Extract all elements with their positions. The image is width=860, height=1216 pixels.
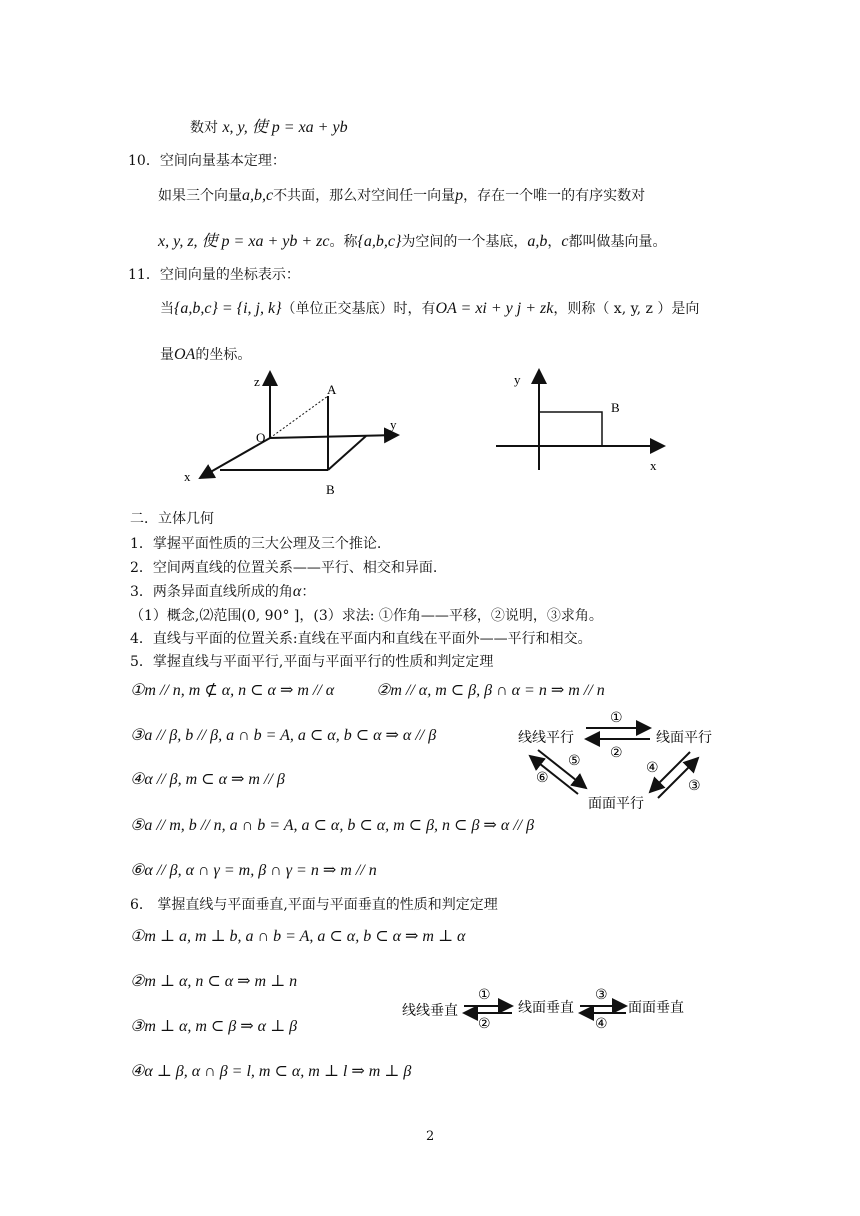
label-b-2d: B [611, 400, 620, 415]
text: ，存在一个唯一的有序实数对 [463, 188, 646, 204]
parallel-rule-2: ②m // α, m ⊂ β, β ∩ α = n ⇒ m // n [376, 682, 605, 699]
oa-formula: OA = xi + y j + zk [435, 300, 554, 317]
coordinate-2d-figure [492, 360, 682, 480]
text: 不共面，那么对空间任一向量 [273, 188, 456, 204]
item-4: 4．直线与平面的位置关系:直线在平面内和直线在平面外——平行和相交。 [130, 631, 592, 647]
alpha-symbol: α [292, 583, 302, 600]
section-11-para1 [160, 300, 699, 318]
item-3-detail: （1）概念,⑵范围(0, 90° ]，(3）求法: ①作角——平移，②说明，③求角。 [130, 608, 603, 624]
text: 为空间的一个基底， [401, 234, 528, 250]
node-line-line-parallel: 线线平行 [518, 730, 574, 746]
label-x: x [184, 469, 191, 484]
text: 当 [160, 301, 174, 317]
vectors-abc: a,b,c [242, 187, 274, 204]
section-10-para2 [158, 233, 667, 251]
item-5: 5．掌握直线与平面平行,平面与平面平行的性质和判定定理 [130, 654, 494, 670]
projection-rect [539, 412, 602, 446]
label-z: z [254, 374, 260, 389]
parallel-rule-5: ⑤a // m, b // n, a ∩ b = A, a ⊂ α, b ⊂ α, m ⊂ β, n ⊂ β ⇒ α // β [130, 817, 535, 834]
num-4: ④ [646, 760, 659, 776]
y-axis [270, 435, 398, 438]
continuation-line [190, 119, 348, 137]
oa-dotted-line [270, 396, 328, 438]
vectors-ab: a,b [527, 233, 548, 250]
label-b: B [326, 482, 335, 497]
base-edge-right [328, 436, 366, 470]
perp-num-2: ② [478, 1016, 491, 1032]
section-10-para1 [158, 187, 645, 205]
page-number: 2 [426, 1129, 435, 1144]
label-a: A [327, 382, 337, 397]
parallel-rule-6: ⑥α // β, α ∩ γ = m, β ∩ γ = n ⇒ m // n [130, 862, 377, 879]
vector-oa: OA [174, 346, 196, 363]
num-2: ② [610, 745, 623, 761]
node-line-plane-perp: 线面垂直 [518, 1000, 574, 1016]
section-11-title: 11．空间向量的坐标表示： [128, 267, 300, 283]
parallel-rule-4: ④α // β, m ⊂ α ⇒ m // β [130, 771, 285, 788]
parallel-relation-diagram [510, 706, 730, 818]
perpendicular-relation-diagram [400, 982, 700, 1032]
text: 3．两条异面直线所成的角 [130, 584, 293, 600]
perp-num-1: ① [478, 987, 491, 1003]
perp-rule-4: ④α ⊥ β, α ∩ β = l, m ⊂ α, m ⊥ l ⇒ m ⊥ β [130, 1063, 412, 1080]
num-3: ③ [688, 778, 701, 794]
item-6: 6． 掌握直线与平面垂直,平面与平面垂直的性质和判定定理 [130, 897, 498, 913]
node-line-plane-parallel: 线面平行 [656, 730, 712, 746]
vector-c: c [561, 233, 569, 250]
section-2-title: 二．立体几何 [130, 511, 214, 527]
num-5: ⑤ [568, 753, 581, 769]
num-1: ① [610, 710, 623, 726]
label-y: y [390, 417, 397, 432]
item-1: 1．掌握平面性质的三大公理及三个推论. [130, 536, 382, 552]
perp-rule-1: ①m ⊥ a, m ⊥ b, a ∩ b = A, a ⊂ α, b ⊂ α ⇒ m ⊥ α [130, 928, 466, 945]
text: ，则称（ x, y, z ）是向 [553, 301, 700, 317]
vector-p: p [455, 187, 464, 204]
text: 量 [160, 347, 174, 363]
continuation-lead: 数对 [190, 120, 218, 136]
basis-set: {a,b,c} [357, 233, 402, 250]
node-plane-plane-perp: 面面垂直 [628, 1000, 684, 1016]
perp-rule-2: ②m ⊥ α, n ⊂ α ⇒ m ⊥ n [130, 973, 298, 990]
item-3 [130, 583, 315, 601]
item-2: 2．空间两直线的位置关系——平行、相交和异面. [130, 560, 438, 576]
text: 。称 [329, 234, 358, 250]
label-o: O [256, 430, 266, 445]
text: 的坐标。 [195, 347, 252, 363]
text: ， [547, 234, 562, 250]
coordinate-3d-figure [170, 360, 420, 500]
text: 都叫做基向量。 [568, 234, 667, 250]
node-line-line-perp: 线线垂直 [402, 1003, 458, 1019]
num-6: ⑥ [536, 770, 549, 786]
label-x-2d: x [650, 458, 657, 473]
parallel-rule-1: ①m // n, m ⊄ α, n ⊂ α ⇒ m // α [130, 682, 335, 699]
text: 如果三个向量 [158, 188, 242, 204]
label-y-2d: y [514, 372, 521, 387]
text: ： [301, 584, 316, 600]
text: （单位正交基底）时，有 [281, 301, 436, 317]
parallel-rule-3: ③a // β, b // β, a ∩ b = A, a ⊂ α, b ⊂ α ⇒ α // β [130, 727, 437, 744]
section-10-title: 10．空间向量基本定理： [128, 153, 286, 169]
perp-rule-3: ③m ⊥ α, m ⊂ β ⇒ α ⊥ β [130, 1018, 298, 1035]
perp-num-3: ③ [595, 987, 608, 1003]
perp-num-4: ④ [595, 1016, 608, 1032]
node-plane-plane-parallel: 面面平行 [588, 796, 644, 812]
decomposition-math: x, y, z, 使 p = xa + yb + zc [158, 233, 330, 250]
continuation-math: x, y, 使 p = xa + yb [222, 119, 348, 136]
basis-equality: {a,b,c} = {i, j, k} [174, 300, 282, 317]
